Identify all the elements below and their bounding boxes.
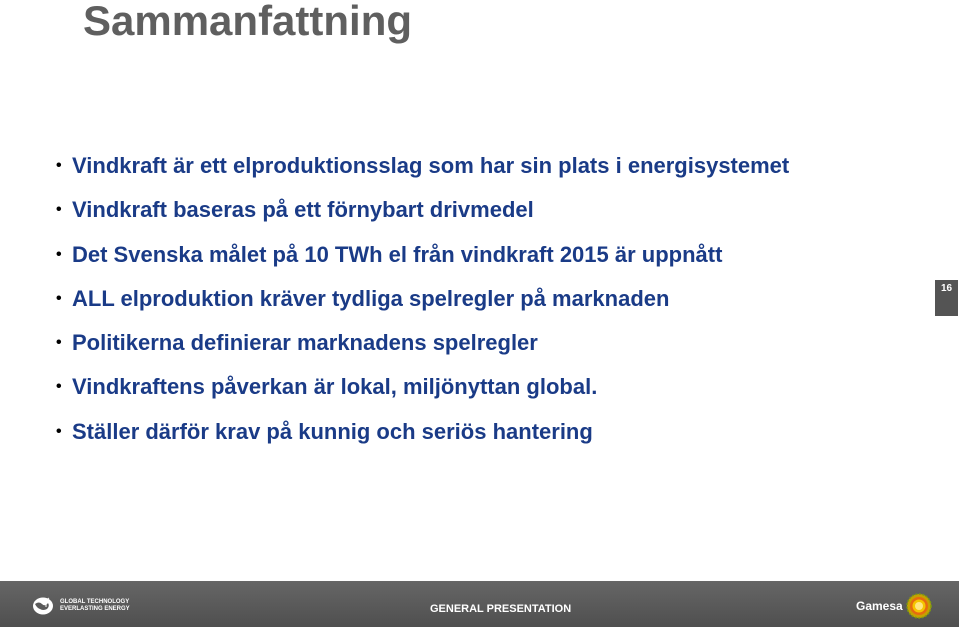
bullet-text: Ställer därför krav på kunnig och seriös hantering xyxy=(72,418,593,444)
presentation-label: GENERAL PRESENTATION xyxy=(430,603,572,615)
bullet-dot-icon: • xyxy=(56,245,62,263)
bullet-dot-icon: • xyxy=(56,157,62,174)
bullet-text: Vindkraft är ett elproduktionsslag som har sin plats i energisystemet xyxy=(72,153,790,178)
bullet-dot-icon: • xyxy=(56,334,62,352)
bullet-dot-icon: • xyxy=(56,422,62,440)
footer-bar xyxy=(0,581,959,627)
brand-name: Gamesa xyxy=(856,599,903,613)
brand-logo xyxy=(856,593,932,619)
bullet-text: Vindkraftens påverkan är lokal, miljönyttan global. xyxy=(72,374,598,400)
footer-left-logo xyxy=(32,595,130,617)
globe-wind-icon xyxy=(32,596,54,616)
bullet-dot-icon: • xyxy=(56,378,62,396)
bullet-text: Det Svenska målet på 10 TWh el från vindkraft 2015 är uppnått xyxy=(72,241,723,267)
bullet-text: Vindkraft baseras på ett förnybart drivmedel xyxy=(72,197,534,223)
bullet-text: Politikerna definierar marknadens spelregler xyxy=(72,330,538,356)
tagline-line2: EVERLASTING ENERGY xyxy=(60,606,130,612)
bullet-dot-icon: • xyxy=(56,201,62,219)
tagline-line1: GLOBAL TECHNOLOGY xyxy=(60,599,130,605)
bullet-dot-icon: • xyxy=(56,289,62,307)
slide-title: Sammanfattning xyxy=(83,0,413,44)
page-number-badge: 16 xyxy=(935,280,958,316)
tagline xyxy=(60,599,130,613)
sun-icon xyxy=(906,593,932,619)
bullet-text: ALL elproduktion kräver tydliga spelregler på marknaden xyxy=(72,285,670,311)
